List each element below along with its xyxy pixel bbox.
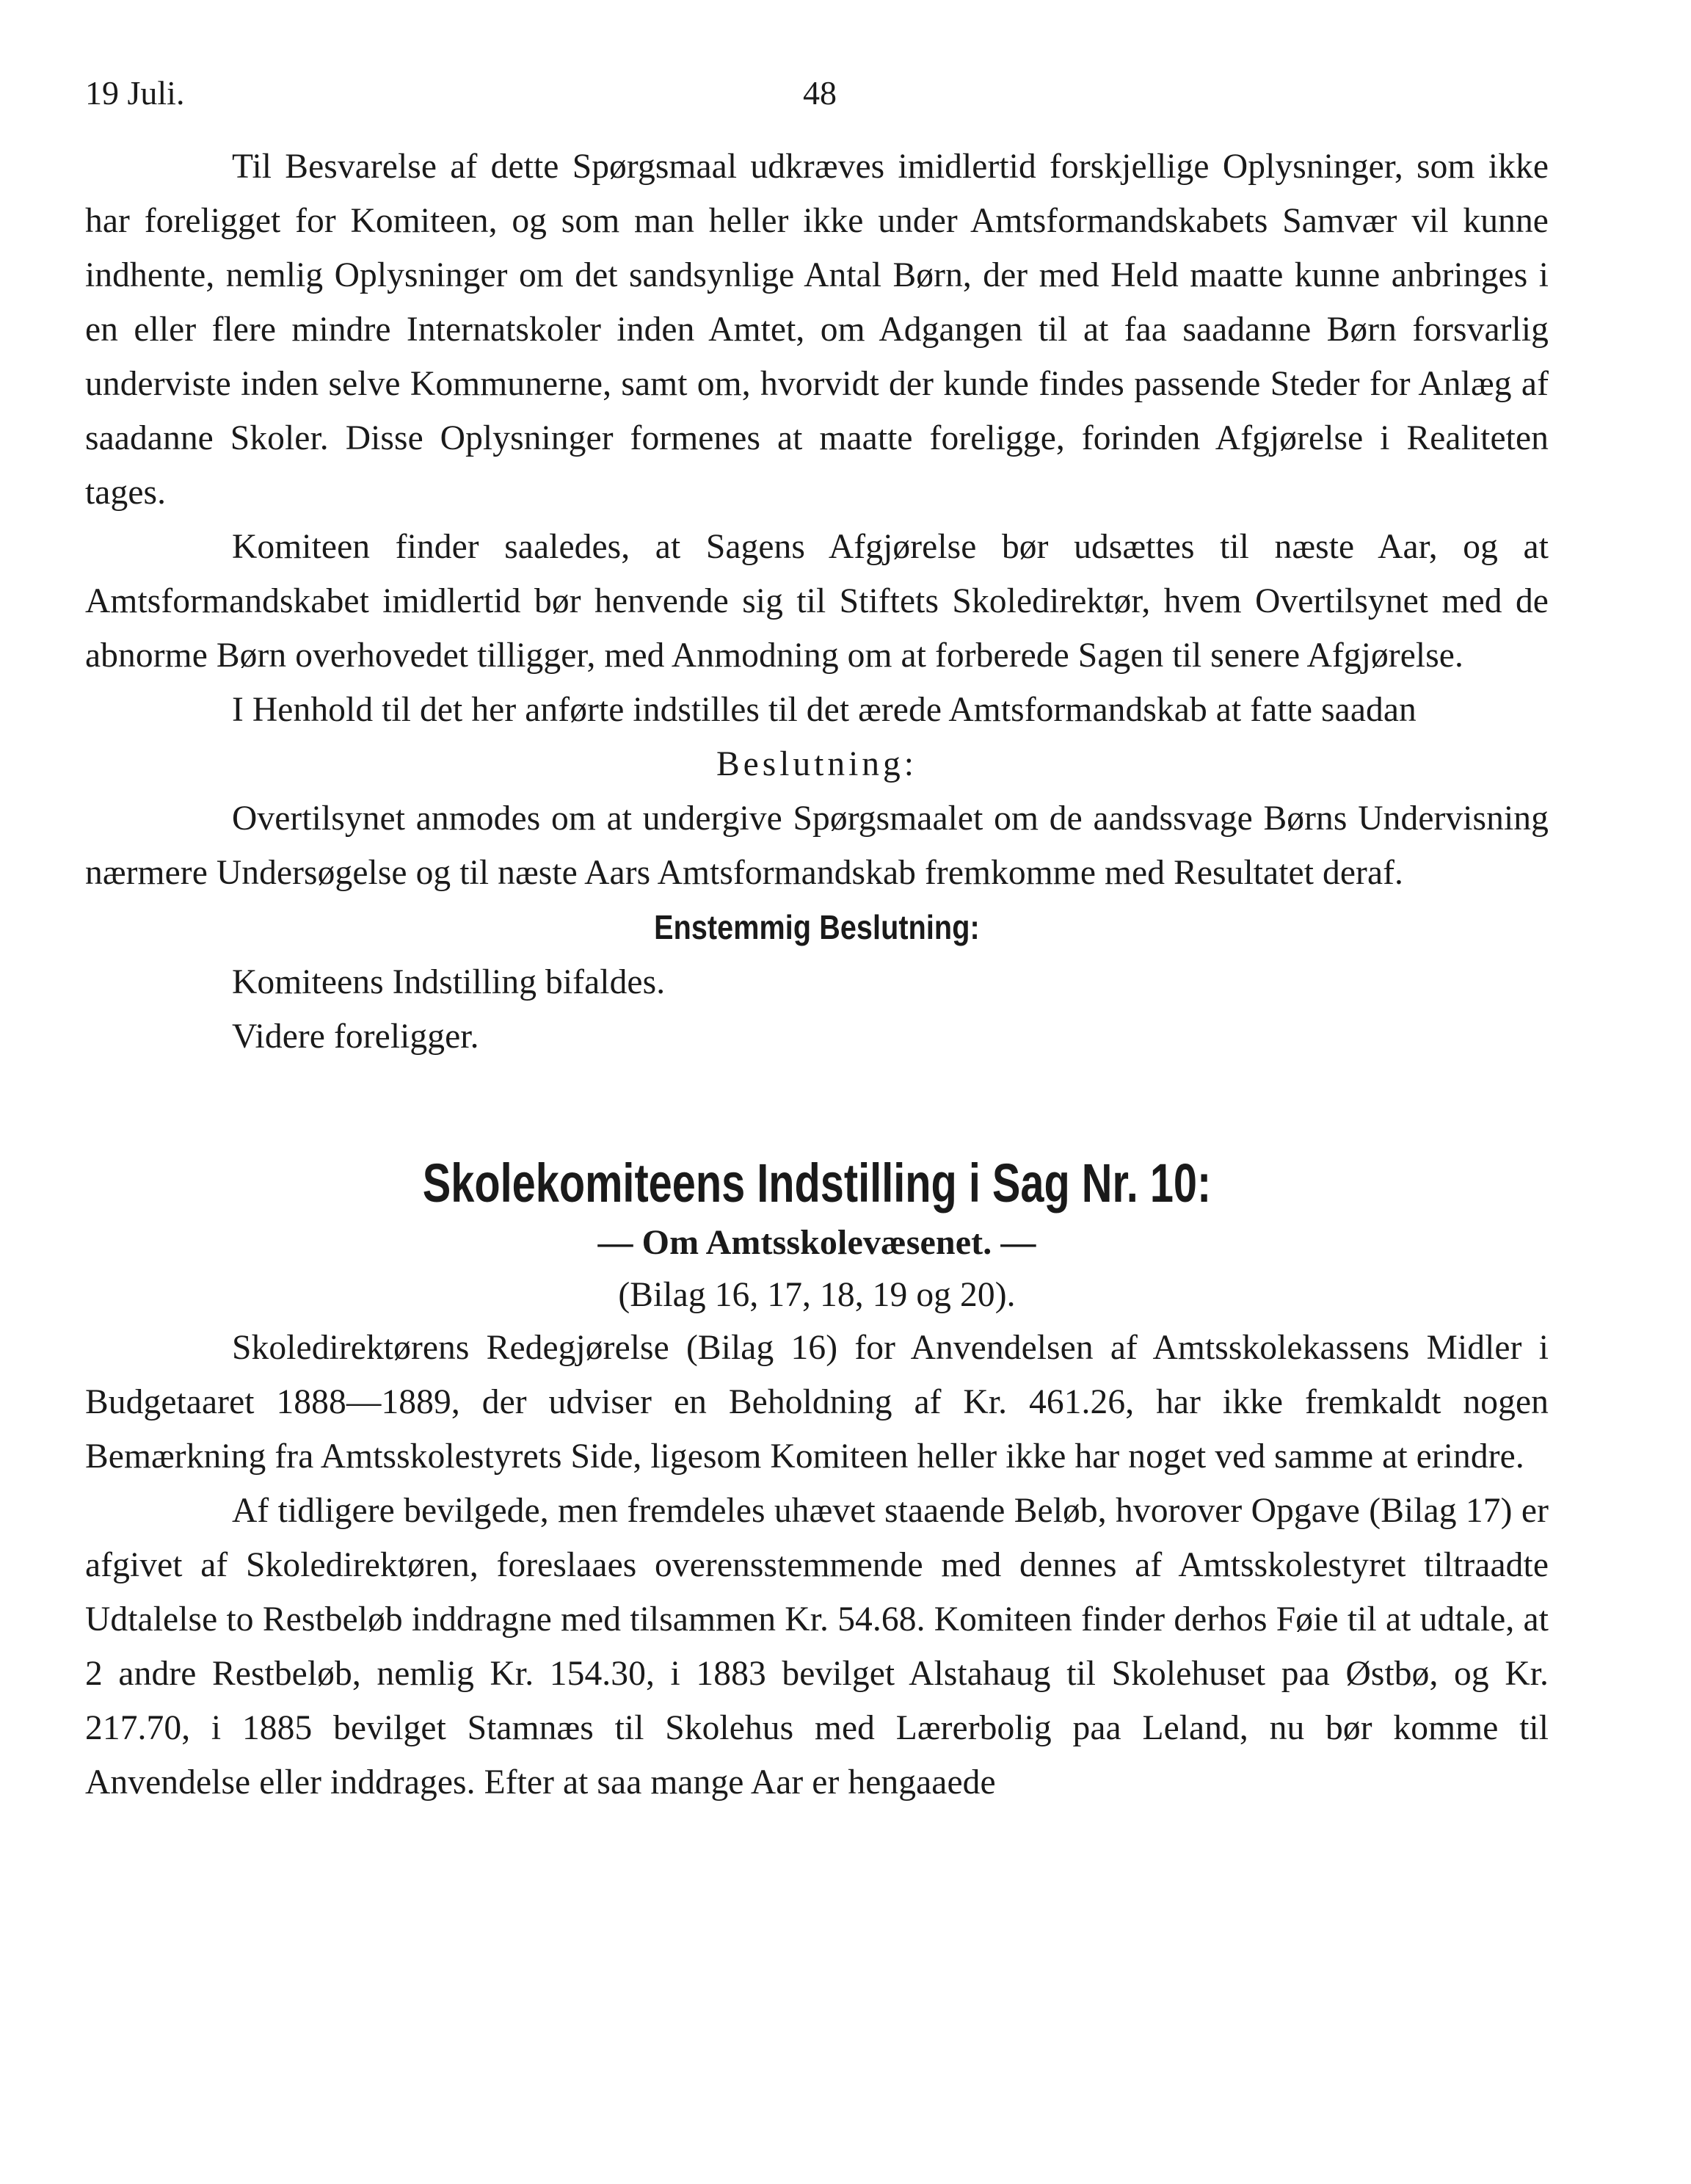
paragraph-besvarelse: Til Besvarelse af dette Spørgsmaal udkræves imidlertid forskjellige Oplysninger, som ikke har foreligget for Komiteen, og som man heller ikke under Amtsformandskabets Samvær vil kunne indhente, nemlig Oplysninger om det sandsynlige Antal Børn, der med Held maatte kunne anbringes i en eller flere mindre Internatskoler inden Amtet, om Adgangen til at faa saadanne Børn forsvarlig underviste inden selve Kommunerne, samt om, hvorvidt der kunde findes passende Steder for Anlæg af saadanne Skoler. Disse Oplysninger formenes at maatte foreligge, forinden Afgjørelse i Realiteten tages.	[85, 148, 1549, 512]
section-bilag: (Bilag 16, 17, 18, 19 og 20).	[618, 1276, 1016, 1314]
paragraph-tidligere-bevilgede: Af tidligere bevilgede, men fremdeles uhævet staaende Beløb, hvorover Opgave (Bilag 17) er afgivet af Skoledirektøren, foreslaaes overensstemmende med dennes af Amtsskolestyret tiltraadte Udtalelse to Restbeløb inddragne med tilsammen Kr. 54.68. Komiteen finder derhos Føie til at udtale, at 2 andre Restbeløb, nemlig Kr. 154.30, i 1883 bevilget Alstahaug til Skolehuset paa Østbø, og Kr. 217.70, i 1885 bevilget Stamnæs til Skolehus med Lærerbolig paa Leland, nu bør komme til Anvendelse eller inddrages. Efter at saa mange Aar er hengaaede	[85, 1492, 1549, 1802]
enstemmig-line-1: Komiteens Indstilling bifaldes.	[232, 963, 666, 1001]
running-header	[85, 73, 1549, 139]
enstemmig-heading-wrap	[85, 900, 1549, 955]
page-body	[85, 139, 1549, 1810]
paragraph-komiteen-finder: Komiteen finder saaledes, at Sagens Afgjørelse bør udsættes til næste Aar, og at Amtsformandskabet imidlertid bør henvende sig til Stiftets Skoledirektør, hvem Overtilsynet med de abnorme Børn overhovedet tilligger, med Anmodning om at forberede Sagen til senere Afgjørelse.	[85, 528, 1549, 675]
page-number: 48	[803, 74, 837, 112]
enstemmig-heading: Enstemmig Beslutning:	[654, 908, 980, 946]
header-date: 19 Juli.	[85, 74, 185, 112]
paragraph-redegjorelse: Skoledirektørens Redegjørelse (Bilag 16) for Anvendelsen af Amtsskolekassens Midler i Budgetaaret 1888—1889, der udviser en Beholdning af Kr. 461.26, har ikke fremkaldt nogen Bemærkning fra Amtsskolestyrets Side, ligesom Komiteen heller ikke har noget ved samme at erindre.	[85, 1329, 1549, 1476]
section-title: Skolekomiteens Indstilling i Sag Nr. 10:	[422, 1153, 1212, 1213]
document-page	[85, 73, 1549, 1810]
paragraph-henhold: I Henhold til det her anførte indstilles til det ærede Amtsformandskab at fatte saadan	[232, 691, 1417, 729]
paragraph-beslutning: Overtilsynet anmodes om at undergive Spørgsmaalet om de aandssvage Børns Undervisning nærmere Undersøgelse og til næste Aars Amtsformandskab fremkomme med Resultatet deraf.	[85, 799, 1549, 892]
enstemmig-line-2: Videre foreligger.	[232, 1017, 479, 1056]
section-subtitle: — Om Amtsskolevæsenet. —	[597, 1223, 1036, 1262]
beslutning-heading: Beslutning:	[716, 745, 918, 783]
